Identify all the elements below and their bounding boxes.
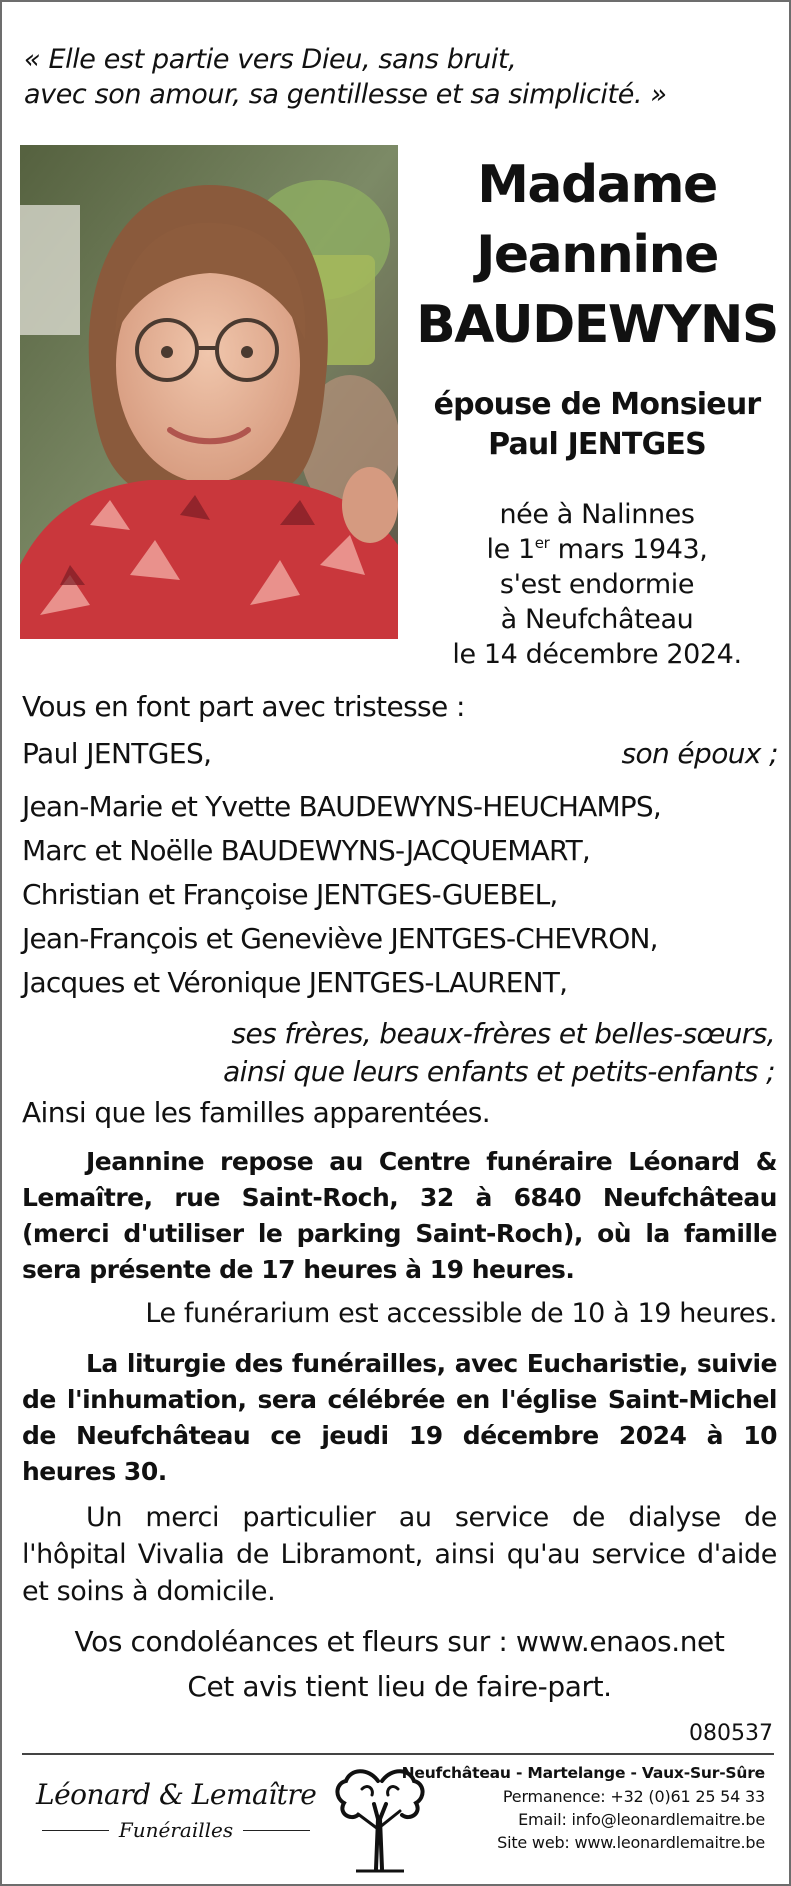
funeral-home-logo: Léonard & Lemaître — [36, 1778, 317, 1811]
birth-date-sup: er — [534, 534, 550, 552]
subtitle-dash-left — [42, 1830, 109, 1831]
locations: Neufchâteau - Martelange - Vaux-Sur-Sûre — [401, 1764, 765, 1782]
portrait-photo — [20, 145, 398, 639]
birth-place: née à Nalinnes — [499, 499, 695, 530]
deceased-name — [402, 150, 791, 360]
repose-paragraph: Jeannine repose au Centre funéraire Léonard & Lemaître, rue Saint-Roch, 32 à 6840 Neufchâteau (merci d'utiliser le parking Saint-Roch), où la famille sera présente de 17 heures à 19 heures. — [22, 1147, 777, 1284]
reference-number: 080537 — [689, 1721, 773, 1746]
subtitle-dash-right — [243, 1830, 310, 1831]
death-place: à Neufchâteau — [500, 604, 694, 635]
name-first: Jeannine — [476, 225, 718, 285]
contact-info — [402, 1761, 765, 1854]
website: Site web: www.leonardlemaitre.be — [497, 1833, 765, 1852]
funerarium-hours: Le funérarium est accessible de 10 à 19 heures. — [145, 1298, 777, 1329]
family-list — [22, 785, 661, 1005]
family-member: Jean-Marie et Yvette BAUDEWYNS-HEUCHAMPS, — [22, 790, 661, 823]
phone-number: Permanence: +32 (0)61 25 54 33 — [502, 1787, 765, 1806]
spouse-line-1: épouse de Monsieur — [433, 387, 761, 422]
email-address: Email: info@leonardlemaitre.be — [518, 1810, 765, 1829]
death-date: le 14 décembre 2024. — [452, 639, 742, 670]
spouse-name: Paul JENTGES, — [22, 737, 212, 770]
spouse-line — [402, 385, 791, 465]
name-last: BAUDEWYNS — [416, 295, 778, 355]
family-member: Jean-François et Geneviève JENTGES-CHEVRON, — [22, 922, 658, 955]
footer-divider — [22, 1753, 774, 1755]
spouse-row — [22, 735, 778, 773]
notice-line: Cet avis tient lieu de faire-part. — [187, 1670, 612, 1703]
family-relation-line-1: ses frères, beaux-frères et belles-sœurs, — [231, 1017, 775, 1050]
funeral-home-subtitle — [42, 1816, 310, 1844]
condolences-line: Vos condoléances et fleurs sur : www.enaos.net — [74, 1625, 725, 1658]
family-member: Marc et Noëlle BAUDEWYNS-JACQUEMART, — [22, 834, 591, 867]
family-member: Jacques et Véronique JENTGES-LAURENT, — [22, 966, 568, 999]
extended-family: Ainsi que les familles apparentées. — [22, 1096, 491, 1129]
portrait-illustration — [20, 145, 398, 639]
spouse-line-2: Paul JENTGES — [488, 427, 706, 462]
family-member: Christian et Françoise JENTGES-GUEBEL, — [22, 878, 558, 911]
quote-line-2: avec son amour, sa gentillesse et sa simplicité. » — [24, 79, 667, 110]
name-title: Madame — [477, 155, 717, 215]
family-relation-line-2: ainsi que leurs enfants et petits-enfants ; — [223, 1055, 775, 1088]
birth-death-info — [402, 497, 791, 672]
birth-date-post: mars 1943, — [549, 534, 708, 565]
opening-quote — [24, 42, 764, 112]
family-relation — [223, 1015, 775, 1091]
birth-date — [402, 532, 791, 567]
spouse-relation: son époux ; — [621, 737, 778, 770]
birth-date-pre: le 1 — [486, 534, 535, 565]
announcement-intro: Vous en font part avec tristesse : — [22, 690, 465, 723]
liturgy-paragraph: La liturgie des funérailles, avec Eucharistie, suivie de l'inhumation, sera célébrée en l'église Saint-Michel de Neufchâteau ce jeudi 19 décembre 2024 à 10 heures 30. — [22, 1349, 777, 1486]
quote-line-1: « Elle est partie vers Dieu, sans bruit, — [24, 44, 517, 75]
subtitle-text: Funérailles — [118, 1818, 234, 1842]
thanks-paragraph: Un merci particulier au service de dialyse de l'hôpital Vivalia de Libramont, ainsi qu'au service d'aide et soins à domicile. — [22, 1502, 777, 1607]
death-line: s'est endormie — [499, 569, 695, 600]
